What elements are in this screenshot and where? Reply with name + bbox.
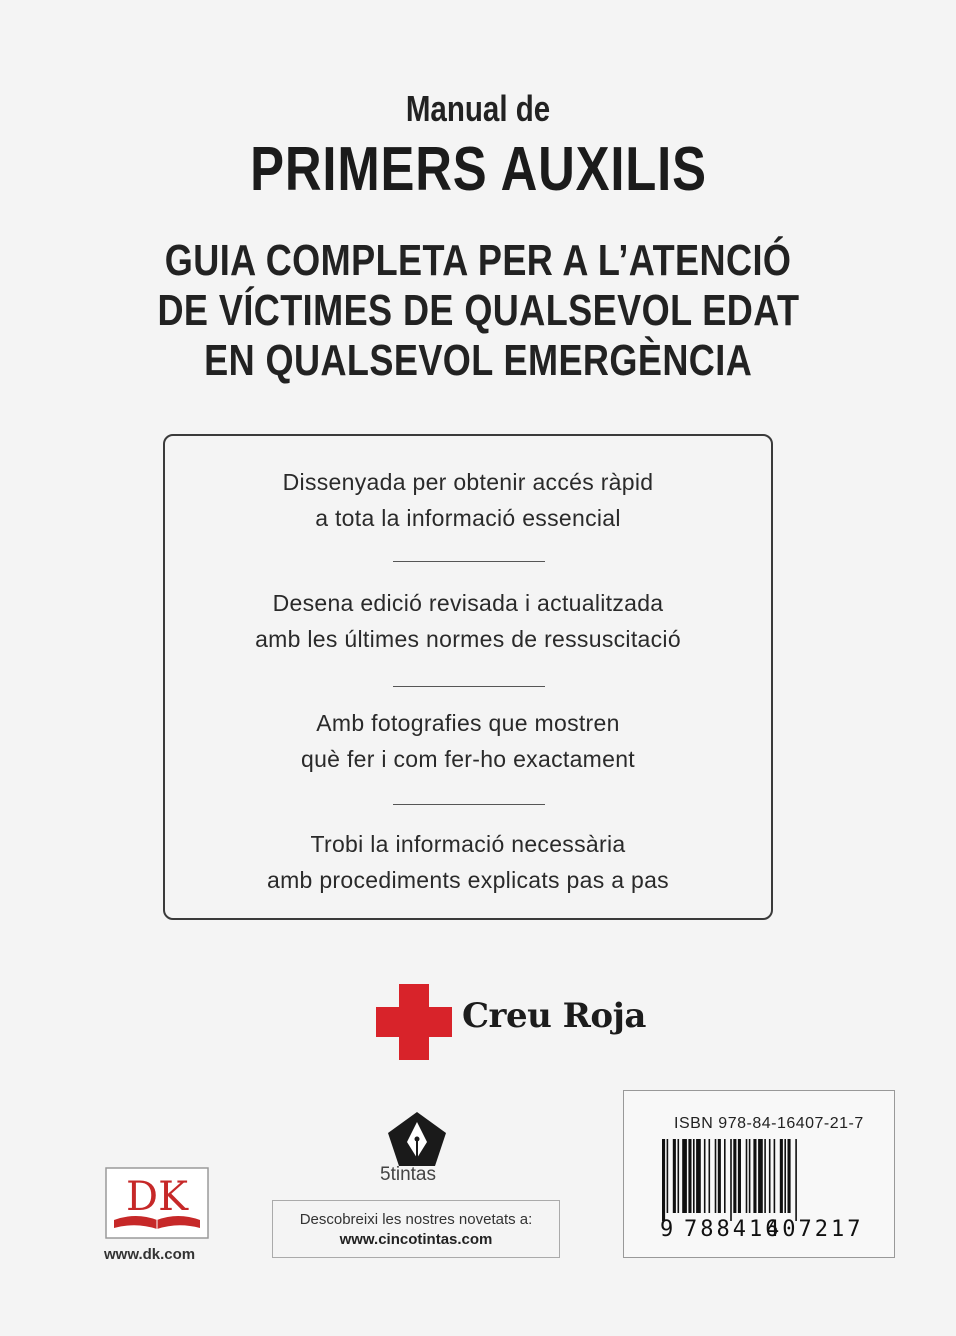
barcode-bar	[667, 1139, 669, 1213]
feature-item: Amb fotografies que mostren què fer i com fer-ho exactament	[300, 710, 635, 772]
barcode-icon	[660, 1139, 860, 1221]
barcode-bar	[788, 1139, 791, 1213]
barcode-bar	[673, 1139, 676, 1213]
promo-text: Descobreixi les nostres novetats a:	[299, 1211, 533, 1228]
feature-divider	[393, 804, 545, 805]
barcode-bar	[730, 1139, 732, 1221]
barcode-bar	[753, 1139, 756, 1213]
subtitle-line: GUIA COMPLETA PER A L’ATENCIÓ	[164, 236, 792, 285]
features-box	[163, 434, 773, 920]
barcode-bar	[682, 1139, 687, 1213]
partner-name: Creu Roja	[462, 996, 646, 1036]
barcode-bar	[780, 1139, 783, 1213]
barcode-bar	[774, 1139, 776, 1213]
barcode-digit-first: 9	[660, 1217, 677, 1242]
feature-item: Dissenyada per obtenir accés ràpid a tota la informació essencial	[282, 469, 654, 531]
publisher-url: www.cincotintas.com	[339, 1231, 493, 1248]
barcode-bar	[746, 1139, 748, 1213]
barcode-bar	[718, 1139, 721, 1213]
dk-logo-icon	[104, 1166, 210, 1240]
barcode-bar	[784, 1139, 786, 1213]
barcode-bar	[693, 1139, 695, 1213]
barcode-bar	[795, 1139, 797, 1221]
barcode-bar	[696, 1139, 701, 1213]
barcode-bar	[749, 1139, 751, 1213]
isbn-label: ISBN 978-84-16407-21-7	[674, 1115, 864, 1132]
dk-url: www.dk.com	[104, 1246, 196, 1263]
red-cross-icon	[376, 984, 452, 1060]
publisher-name: 5tintas	[380, 1164, 436, 1185]
barcode-box	[623, 1090, 895, 1258]
barcode-bar	[688, 1139, 691, 1213]
feature-item: Desena edició revisada i actualitzada amb les últimes normes de ressuscitació	[255, 590, 681, 652]
barcode-digits-right: 407217	[766, 1217, 864, 1242]
barcode-bar	[769, 1139, 771, 1213]
subtitle-line: DE VÍCTIMES DE QUALSEVOL EDAT	[156, 286, 800, 335]
barcode-bar	[764, 1139, 766, 1213]
book-kicker: Manual de	[405, 88, 551, 129]
feature-item: Trobi la informació necessària amb procediments explicats pas a pas	[266, 831, 669, 893]
barcode-bar	[724, 1139, 726, 1213]
barcode-bar	[715, 1139, 717, 1213]
book-title: PRIMERS AUXILIS	[249, 135, 707, 204]
barcode-bar	[738, 1139, 741, 1213]
barcode-bar	[704, 1139, 706, 1213]
pen-nib-icon	[386, 1110, 448, 1168]
subtitle-line: EN QUALSEVOL EMERGÈNCIA	[203, 336, 753, 385]
barcode-bar	[678, 1139, 680, 1213]
feature-divider	[393, 686, 545, 687]
promo-box	[272, 1200, 560, 1258]
feature-divider	[393, 561, 545, 562]
barcode-digits-left: 788416	[684, 1217, 782, 1242]
dk-logo-text: DK	[126, 1174, 188, 1220]
barcode-bar	[758, 1139, 763, 1213]
barcode-bar	[709, 1139, 711, 1213]
barcode-bar	[733, 1139, 736, 1213]
barcode-bar	[662, 1139, 665, 1221]
